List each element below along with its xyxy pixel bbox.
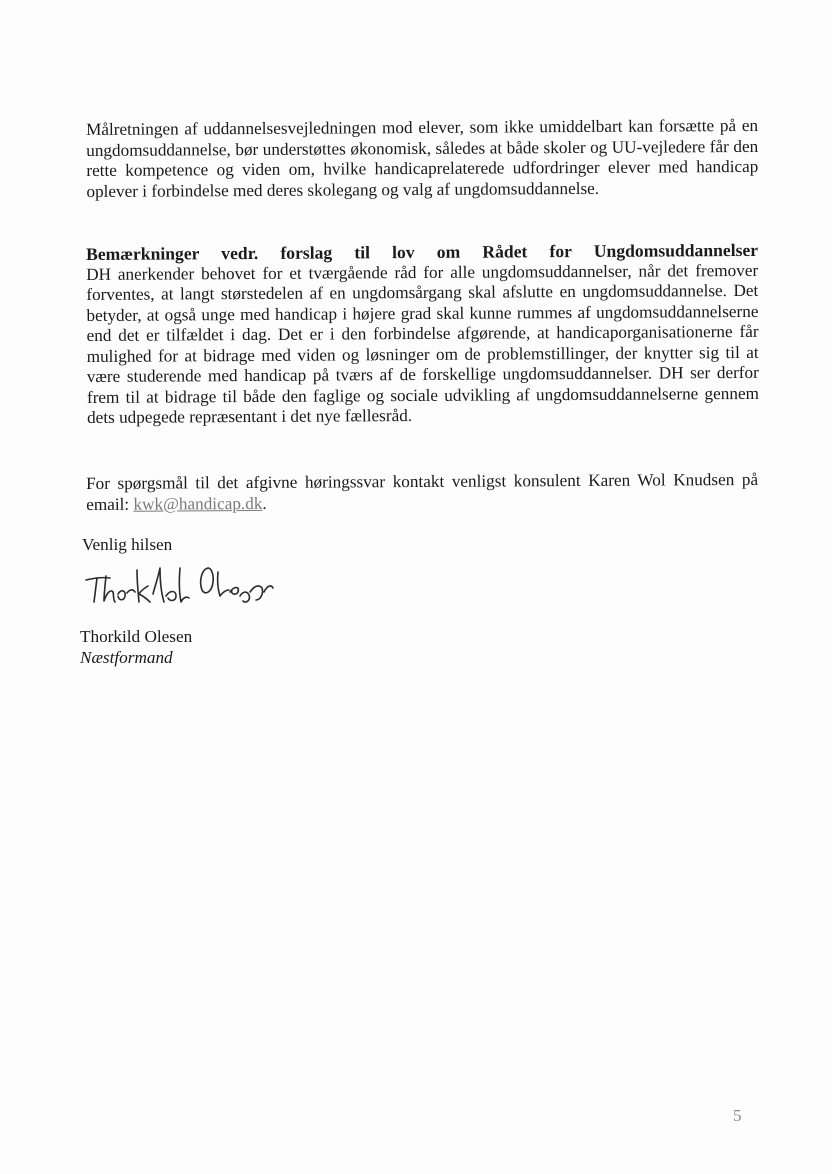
paragraph-council-text: DH anerkender behovet for et tværgående råd for alle ungdomsuddannelser, når det fremover forventes, at langt størstedelen af en ungdomsårgang skal afslutte en ungdomsuddannelse. Det betyder, at også unge med handicap i højere grad skal kunne rummes af ungdomsuddannelserne end det er tilfældet i dag. Det er i den forbindelse afgørende, at handicaporganisationerne får mulighed for at bidrage med viden og løsninger om de problemstillinger, der knytter sig til at være studerende med handicap på tværs af de forskellige ungdomsuddannelser. DH ser derfor frem til at bidrage til både den faglige og sociale udvikling af ungdomsuddannelserne gennem dets udpegede repræsentant i det nye fællesråd. bbox=[86, 260, 759, 427]
section-heading: Bemærkninger vedr. forslag til lov om Rådet for Ungdomsuddannelser bbox=[86, 239, 759, 264]
paragraph-guidance bbox=[86, 116, 758, 202]
page-number: 5 bbox=[733, 1106, 742, 1125]
paragraph-council bbox=[86, 240, 759, 429]
signer-title: Næstformand bbox=[80, 648, 173, 667]
signer-name: Thorkild Olesen bbox=[80, 627, 193, 646]
email-link[interactable]: kwk@handicap.dk bbox=[133, 493, 263, 514]
paragraph-contact bbox=[86, 470, 758, 515]
handwritten-signature bbox=[80, 556, 280, 616]
contact-text: For spørgsmål til det afgivne høringssvar kontakt venligst konsulent Karen Wol Knudsen på email: bbox=[86, 469, 759, 514]
closing-greeting: Venlig hilsen bbox=[82, 535, 173, 554]
contact-suffix: . bbox=[262, 493, 267, 513]
paragraph-guidance-text: Målretningen af uddannelsesvejledningen mod elever, som ikke umiddelbart kan forsætte på en ungdomsuddannelse, bør understøttes økonomisk, således at både skoler og UU-vejledere får den rette kompetence og viden om, hvilke handicaprelaterede udfordringer elever med handicap oplever i forbindelse med deres skolegang og valg af ungdomsuddannelse. bbox=[86, 115, 759, 201]
